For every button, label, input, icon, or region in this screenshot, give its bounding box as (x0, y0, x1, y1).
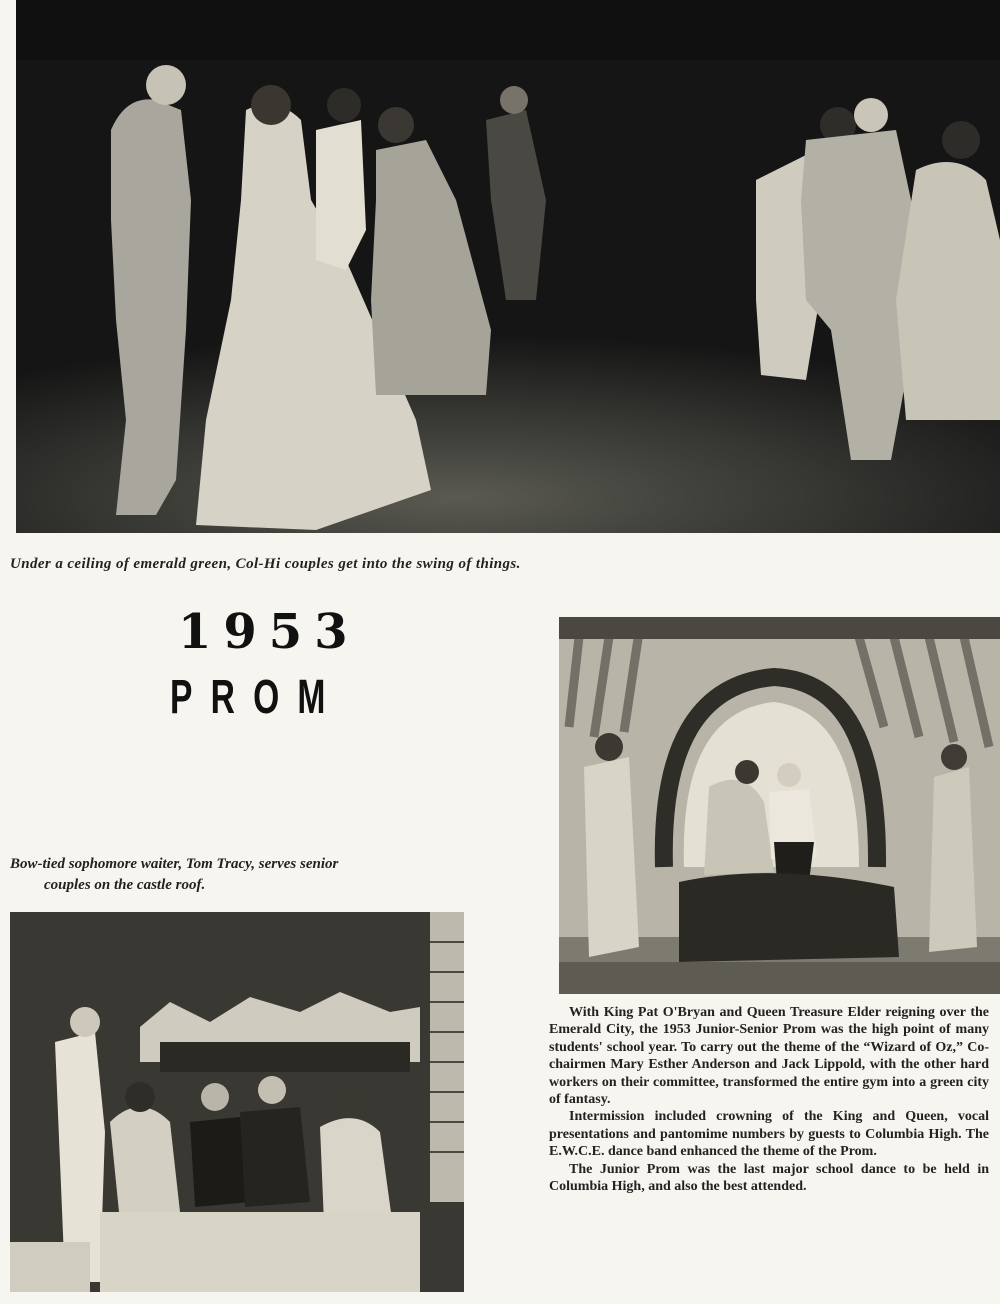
castle-roof-photo-caption (10, 854, 450, 896)
king-and-queen-throne-photo (559, 617, 1000, 994)
prom-article-text (549, 1004, 989, 1195)
article-paragraph-1: With King Pat O'Bryan and Queen Treasure Elder reigning over the Emerald City, the 1953 Junior-Senior Prom was the high point of many students' school year. To carry out the theme of the “Wizard of Oz,” Co-chairmen Mary Esther Anderson and Jack Lippold, with the other hard workers on their committee, transformed the entire gym into a green city of fantasy. (549, 1005, 989, 1108)
article-paragraph-3: The Junior Prom was the last major school dance to be held in Columbia High, and also the best attended. (549, 1161, 989, 1195)
caption-roof-line-1: Bow-tied sophomore waiter, Tom Tracy, serves senior (10, 856, 339, 872)
castle-roof-tables-photo (10, 912, 464, 1292)
dancing-couples-photo (16, 0, 1000, 533)
caption-roof-line-2: couples on the castle roof. (44, 877, 206, 893)
title-prom: PROM (170, 671, 344, 724)
article-paragraph-2: Intermission included crowning of the King and Queen, vocal presentations and pantomime numbers by guests to Columbia High. The E.W.C.E. dance band enhanced the theme of the Prom. (549, 1109, 989, 1160)
dancing-photo-caption: Under a ceiling of emerald green, Col-Hi couples get into the swing of things. (10, 556, 521, 572)
title-year: 1953 (178, 604, 360, 660)
